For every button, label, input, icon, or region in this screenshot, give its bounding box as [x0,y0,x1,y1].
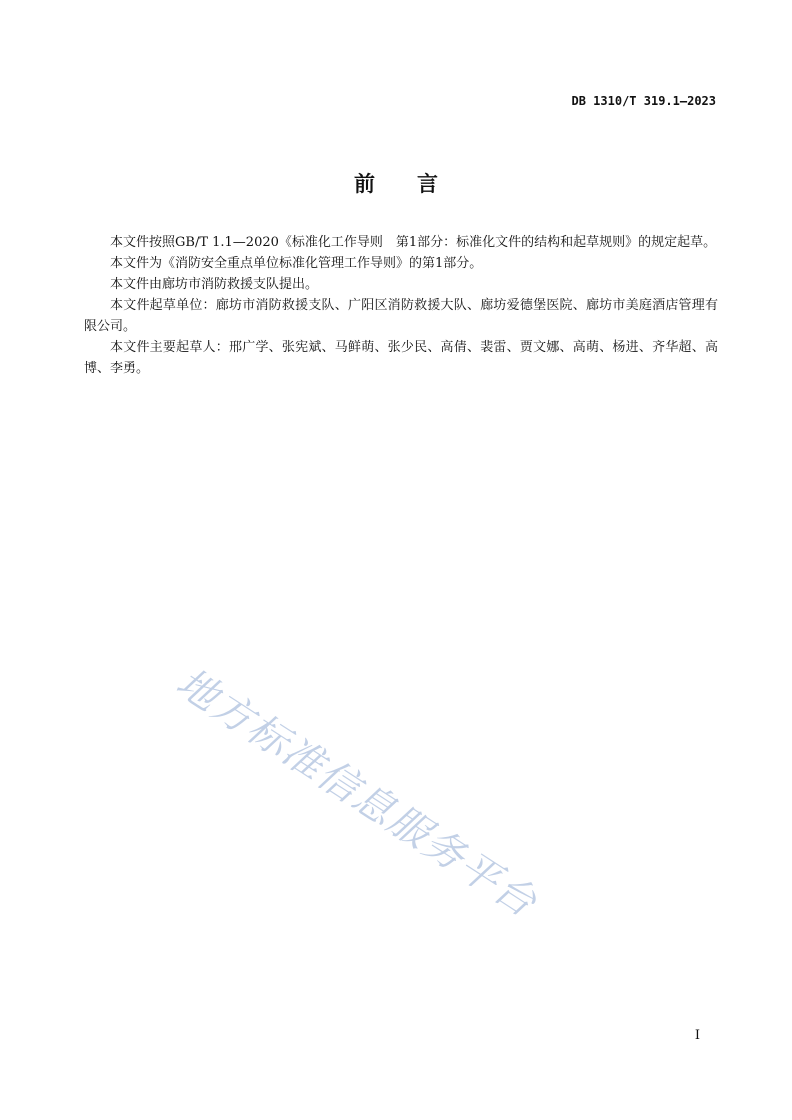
page-number: I [694,1028,700,1043]
watermark: 地方标准信息服务平台 [168,659,546,927]
paragraph-drafting-units: 本文件起草单位：廊坊市消防救援支队、广阳区消防救援大队、廊坊爱德堡医院、廊坊市美庭酒店管理有限公司。 [84,298,718,334]
section-title-part-2: 言 [417,172,438,196]
paragraph-part-of-series: 本文件为《消防安全重点单位标准化管理工作导则》的第1部分。 [110,256,483,271]
paragraph-proposed-by: 本文件由廊坊市消防救援支队提出。 [110,277,319,292]
section-title-part-1: 前 [354,172,375,196]
document-code: DB 1310/T 319.1—2023 [571,94,716,108]
section-title [0,168,792,198]
preface-body [84,232,718,379]
paragraph-drafters: 本文件主要起草人：邢广学、张宪斌、马鲜萌、张少民、高倩、裴雷、贾文娜、高萌、杨进、齐华超、高博、李勇。 [84,340,718,376]
paragraph-drafting-rules: 本文件按照GB/T 1.1—2020《标准化工作导则 第1部分：标准化文件的结构和起草规则》的规定起草。 [110,235,717,250]
